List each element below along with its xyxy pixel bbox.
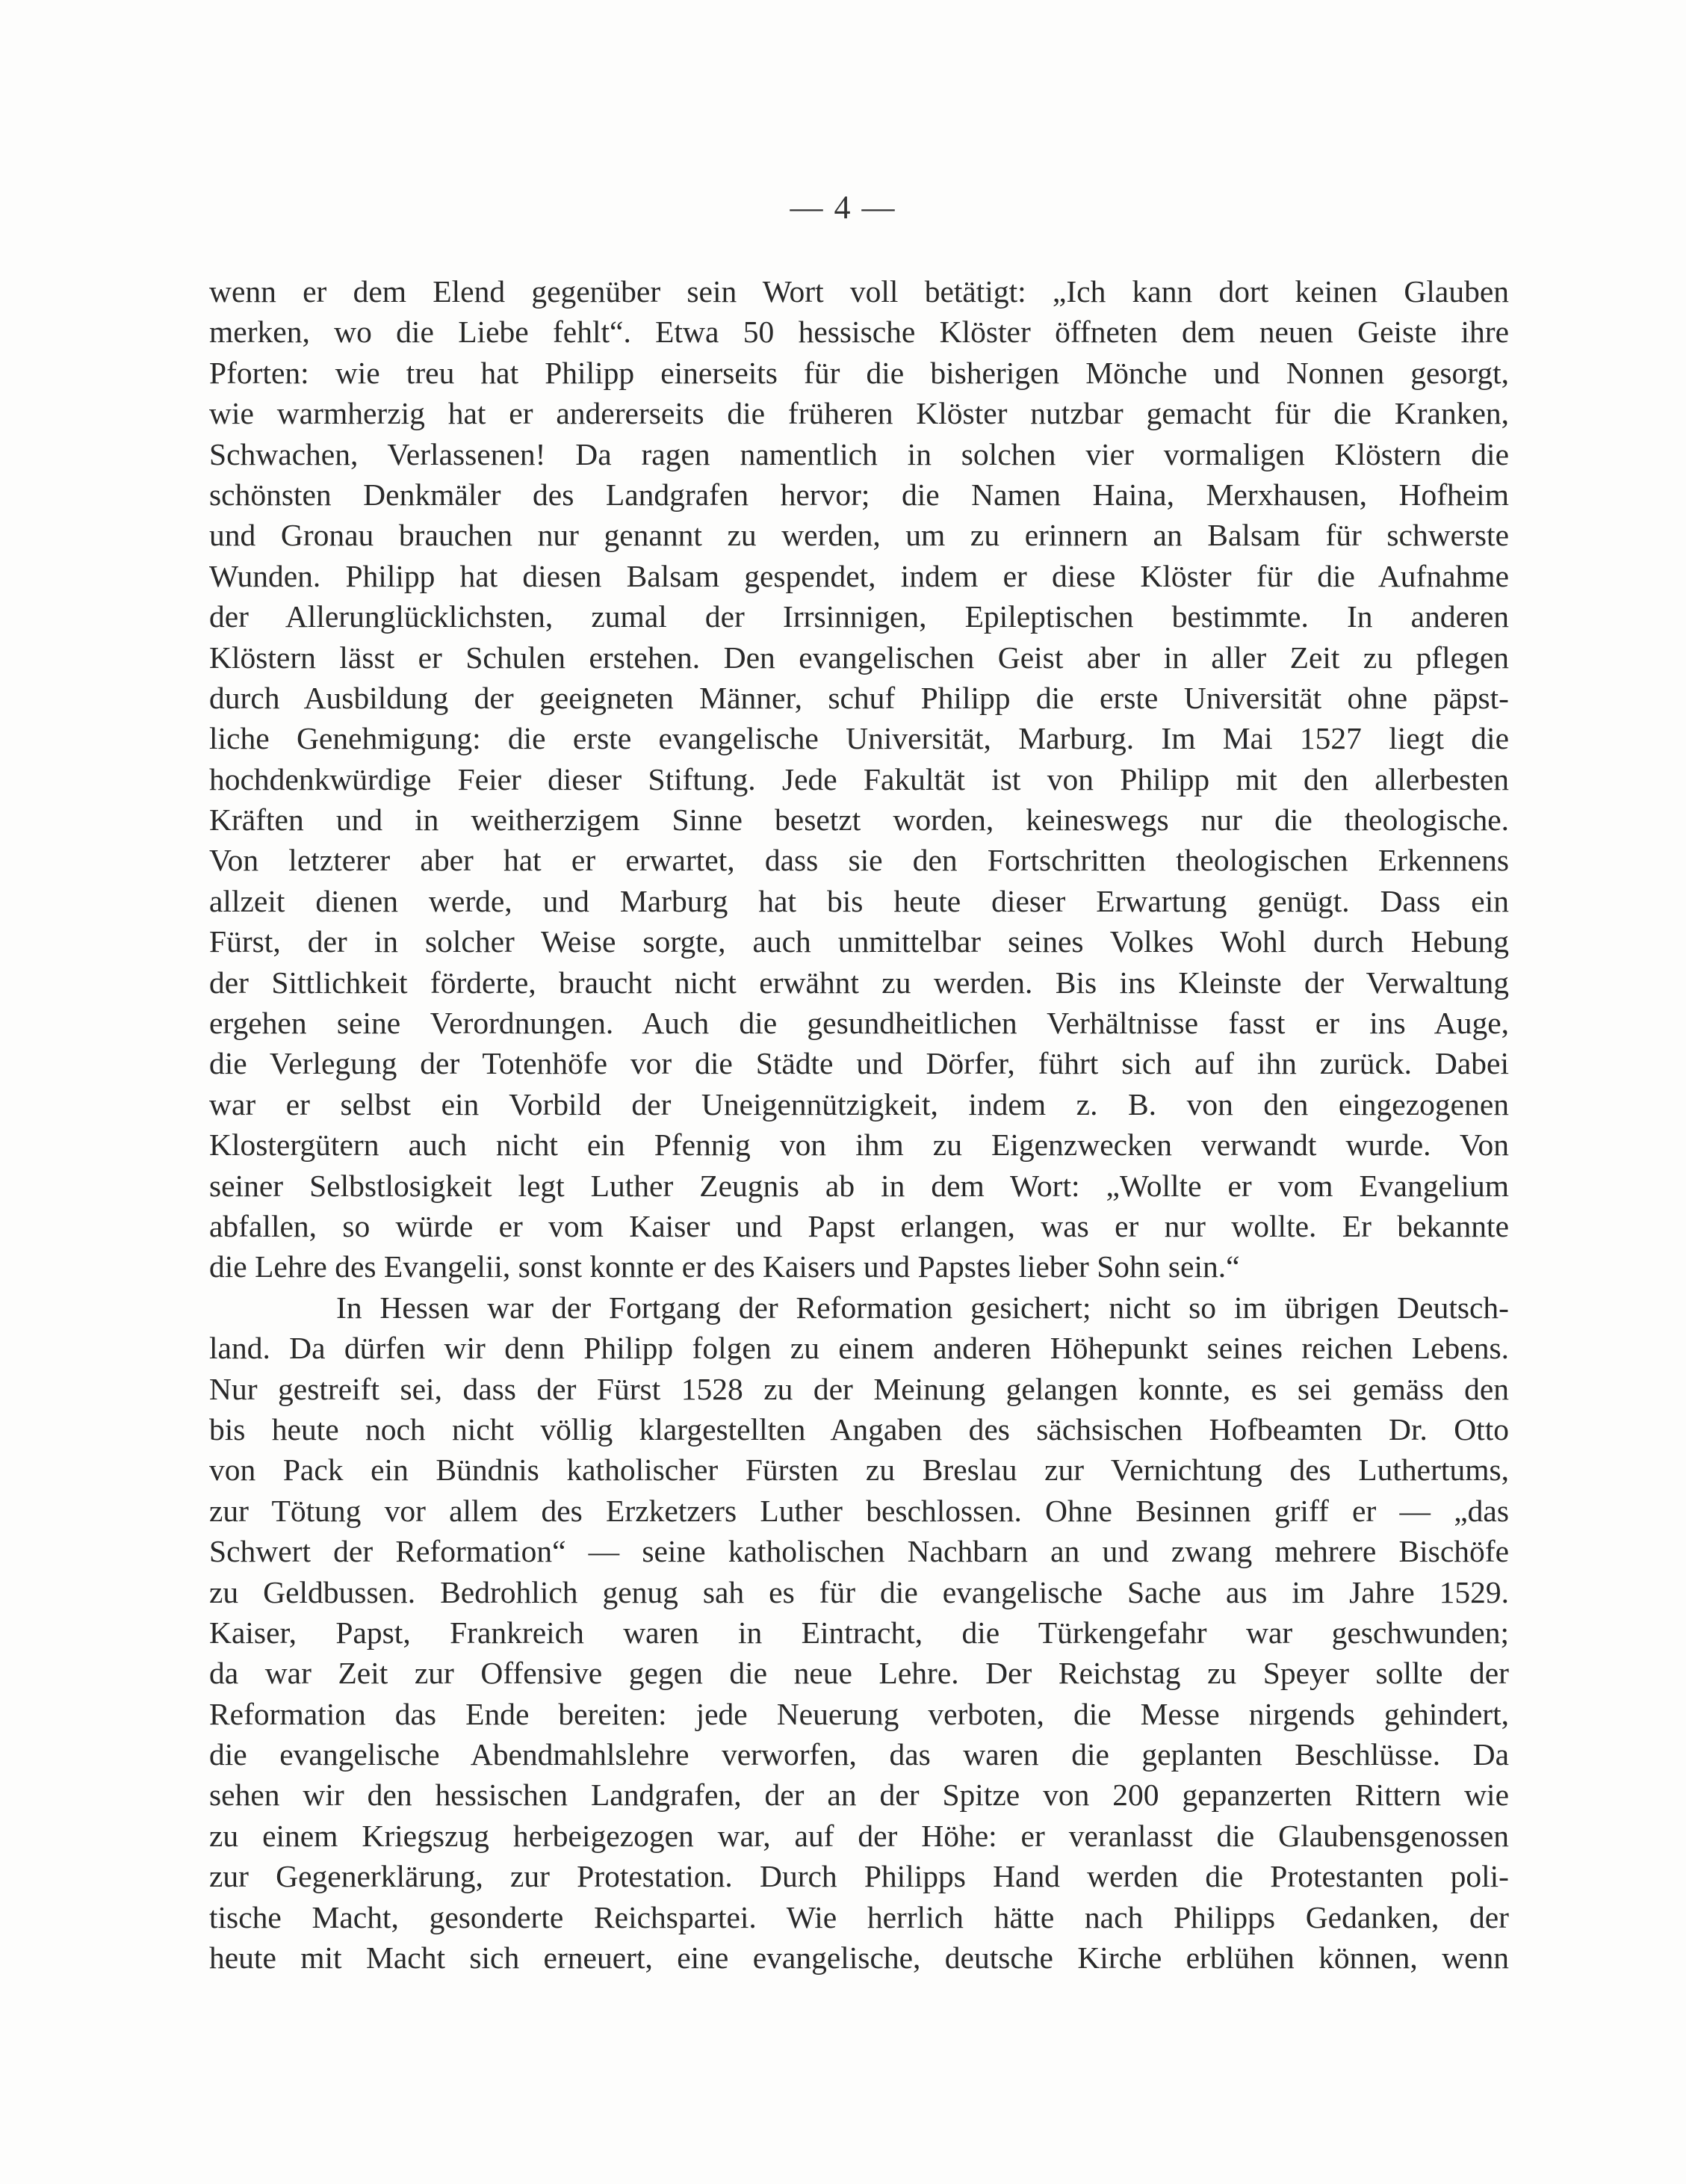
text-line: von Pack ein Bündnis katholischer Fürsten zu Breslau zur Vernichtung des Luthertums, <box>209 1453 1509 1488</box>
text-line: Kaiser, Papst, Frankreich waren in Eintracht, die Türkengefahr war geschwunden; <box>209 1615 1509 1650</box>
text-line: sehen wir den hessischen Landgrafen, der an der Spitze von 200 gepanzerten Rittern wie <box>209 1778 1509 1813</box>
text-line: Schwachen, Verlassenen! Da ragen namentlich in solchen vier vormaligen Klöstern die <box>209 436 1509 471</box>
text-line: heute mit Macht sich erneuert, eine evangelische, deutsche Kirche erblühen können, wenn <box>209 1940 1509 1976</box>
paragraph-1 <box>209 271 1509 1287</box>
text-line: Klostergütern auch nicht ein Pfennig von ihm zu Eigenzwecken verwandt wurde. Von <box>209 1127 1509 1163</box>
text-line: Nur gestreift sei, dass der Fürst 1528 zu der Meinung gelangen konnte, es sei gemäss den <box>209 1371 1509 1406</box>
text-line: die Verlegung der Totenhöfe vor die Städte und Dörfer, führt sich auf ihn zurück. Dabei <box>209 1046 1509 1081</box>
text-line: hochdenkwürdige Feier dieser Stiftung. Jede Fakultät ist von Philipp mit den allerbesten <box>209 761 1509 796</box>
text-line: seiner Selbstlosigkeit legt Luther Zeugnis ab in dem Wort: „Wollte er vom Evangelium <box>209 1168 1509 1203</box>
text-line: und Gronau brauchen nur genannt zu werden, um zu erinnern an Balsam für schwerste <box>209 518 1509 553</box>
text-line: die Lehre des Evangelii, sonst konnte er des Kaisers und Papstes lieber Sohn sein.“ <box>209 1249 1240 1284</box>
text-line: wenn er dem Elend gegenüber sein Wort voll betätigt: „Ich kann dort keinen Glauben <box>209 274 1509 309</box>
text-line: merken, wo die Liebe fehlt“. Etwa 50 hessische Klöster öffneten dem neuen Geiste ihre <box>209 315 1509 350</box>
text-line: durch Ausbildung der geeigneten Männer, schuf Philipp die erste Universität ohne päpst- <box>209 680 1509 715</box>
text-line: der Allerunglücklichsten, zumal der Irrsinnigen, Epileptischen bestimmte. In anderen <box>209 599 1509 634</box>
text-line: Kräften und in weitherzigem Sinne besetzt worden, keineswegs nur die theologische. <box>209 802 1509 838</box>
text-line: Pforten: wie treu hat Philipp einerseits für die bisherigen Mönche und Nonnen gesorgt, <box>209 355 1509 390</box>
text-line: land. Da dürfen wir denn Philipp folgen zu einem anderen Höhepunkt seines reichen Lebens. <box>209 1331 1509 1366</box>
text-line: In Hessen war der Fortgang der Reformation gesichert; nicht so im übrigen Deutsch- <box>336 1290 1509 1325</box>
paragraph-2 <box>209 1287 1509 1979</box>
text-line: Reformation das Ende bereiten: jede Neuerung verboten, die Messe nirgends gehindert, <box>209 1696 1509 1731</box>
text-line: Fürst, der in solcher Weise sorgte, auch unmittelbar seines Volkes Wohl durch Hebung <box>209 924 1509 959</box>
text-line: zu einem Kriegszug herbeigezogen war, auf der Höhe: er veranlasst die Glaubensgenossen <box>209 1818 1509 1853</box>
text-line: zu Geldbussen. Bedrohlich genug sah es für die evangelische Sache aus im Jahre 1529. <box>209 1574 1509 1609</box>
text-line: da war Zeit zur Offensive gegen die neue Lehre. Der Reichstag zu Speyer sollte der <box>209 1656 1509 1691</box>
text-line: abfallen, so würde er vom Kaiser und Papst erlangen, was er nur wollte. Er bekannte <box>209 1208 1509 1243</box>
text-line: zur Gegenerklärung, zur Protestation. Durch Philipps Hand werden die Protestanten poli- <box>209 1859 1509 1894</box>
text-line: Klöstern lässt er Schulen erstehen. Den evangelischen Geist aber in aller Zeit zu pflegen <box>209 640 1509 675</box>
text-line: Schwert der Reformation“ — seine katholischen Nachbarn an und zwang mehrere Bischöfe <box>209 1534 1509 1569</box>
text-line: zur Tötung vor allem des Erzketzers Luther beschlossen. Ohne Besinnen griff er — „das <box>209 1493 1509 1528</box>
text-line: schönsten Denkmäler des Landgrafen hervor; die Namen Haina, Merxhausen, Hofheim <box>209 477 1509 512</box>
text-line: wie warmherzig hat er andererseits die früheren Klöster nutzbar gemacht für die Kranken, <box>209 396 1509 431</box>
text-line: bis heute noch nicht völlig klargestellten Angaben des sächsischen Hofbeamten Dr. Otto <box>209 1411 1509 1447</box>
text-line: war er selbst ein Vorbild der Uneigennützigkeit, indem z. B. von den eingezogenen <box>209 1086 1509 1122</box>
text-line: allzeit dienen werde, und Marburg hat bis heute dieser Erwartung genügt. Dass ein <box>209 883 1509 918</box>
text-line: Wunden. Philipp hat diesen Balsam gespendet, indem er diese Klöster für die Aufnahme <box>209 558 1509 593</box>
page-number: — 4 — <box>790 189 896 226</box>
text-line: liche Genehmigung: die erste evangelische Universität, Marburg. Im Mai 1527 liegt die <box>209 721 1509 756</box>
text-line: die evangelische Abendmahlslehre verworfen, das waren die geplanten Beschlüsse. Da <box>209 1737 1509 1772</box>
text-line: Von letzterer aber hat er erwartet, dass sie den Fortschritten theologischen Erkennens <box>209 843 1509 878</box>
body-text <box>209 271 1509 1978</box>
text-line: der Sittlichkeit förderte, braucht nicht erwähnt zu werden. Bis ins Kleinste der Verwaltung <box>209 965 1509 1000</box>
text-line: tische Macht, gesonderte Reichspartei. Wie herrlich hätte nach Philipps Gedanken, der <box>209 1899 1509 1934</box>
text-line: ergehen seine Verordnungen. Auch die gesundheitlichen Verhältnisse fasst er ins Auge, <box>209 1006 1509 1041</box>
